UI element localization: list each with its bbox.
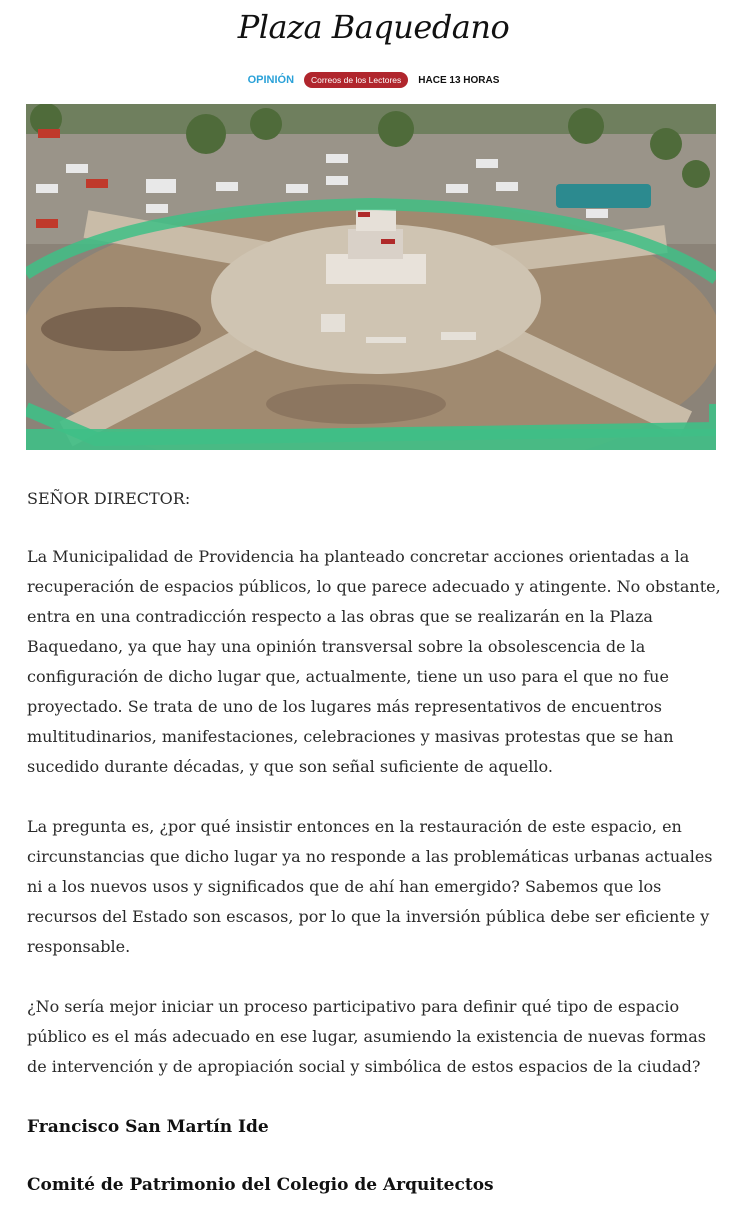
letter-body: [27, 484, 722, 1228]
author-name: Francisco San Martín Ide: [27, 1117, 269, 1137]
article-photo: [26, 104, 716, 450]
article-meta: [0, 72, 747, 88]
timestamp: HACE 13 HORAS: [418, 74, 500, 86]
paragraph-2: La pregunta es, ¿por qué insistir entonces en la restauración de este espacio, en circunstancias que dicho lugar ya no responde a las problemáticas urbanas actuales ni a los nuevos usos y significados que de ahí han emergido? Sabemos que los recursos del Estado son escasos, por lo que la inversión pública debe ser eficiente y responsable.: [27, 817, 713, 956]
category-link[interactable]: OPINIÓN: [247, 74, 295, 86]
article-title: Plaza Baquedano: [237, 8, 510, 46]
section-badge[interactable]: Correos de los Lectores: [304, 72, 408, 88]
paragraph-3: ¿No sería mejor iniciar un proceso participativo para definir qué tipo de espacio público es el más adecuado en ese lugar, asumiendo la existencia de nuevas formas de intervención y de apropiación social y simbólica de estos espacios de la ciudad?: [27, 997, 706, 1076]
plaza-aerial-image: [26, 104, 716, 450]
paragraph-1: La Municipalidad de Providencia ha planteado concretar acciones orientadas a la recuperación de espacios públicos, lo que parece adecuado y atingente. No obstante, entra en una contradicción respecto a las obras que se realizarán en la Plaza Baquedano, ya que hay una opinión transversal sobre la obsolescencia de la configuración de dicho lugar que, actualmente, tiene un uso para el que no fue proyectado. Se trata de uno de los lugares más representativos de encuentros multitudinarios, manifestaciones, celebraciones y masivas protestas que se han sucedido durante décadas, y que son señal suficiente de aquello.: [27, 547, 721, 776]
salutation: SEÑOR DIRECTOR:: [27, 489, 191, 508]
author-affiliation: Comité de Patrimonio del Colegio de Arquitectos: [27, 1175, 494, 1195]
